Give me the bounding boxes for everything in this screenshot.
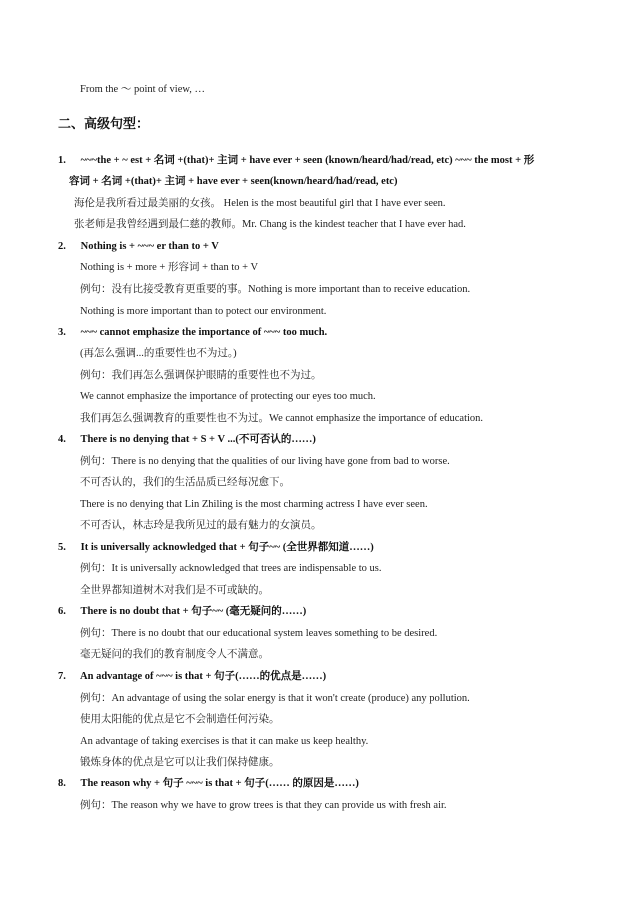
pattern-text: Nothing is + ~~~ er than to + V bbox=[80, 241, 219, 252]
pattern-text: There is no doubt that + 句子~~ (毫无疑问的……) bbox=[80, 606, 307, 617]
item-number: 6. bbox=[58, 606, 66, 617]
pattern-text: An advantage of ~~~ is that + 句子(……的优点是……) bbox=[80, 671, 327, 682]
example-line: 例句：我们再怎么强调保护眼睛的重要性也不为过。 bbox=[80, 370, 322, 381]
example-line: (再怎么强调...的重要性也不为过。) bbox=[80, 348, 237, 359]
item-number: 8. bbox=[58, 778, 66, 789]
example-line: 例句：There is no denying that the qualities of our living have gone from bad to worse. bbox=[80, 456, 450, 467]
item-number: 2. bbox=[58, 241, 66, 252]
item-number: 3. bbox=[58, 327, 66, 338]
example-line: 不可否认，林志玲是我所见过的最有魅力的女演员。 bbox=[80, 520, 322, 531]
example-line: 例句：没有比接受教育更重要的事。Nothing is more important than to receive education. bbox=[80, 284, 471, 295]
pattern-heading-5 bbox=[58, 537, 588, 558]
item-number: 4. bbox=[58, 434, 66, 445]
intro-phrase: From the ～ point of view, … bbox=[80, 84, 206, 95]
example-line: 例句：An advantage of using the solar energy is that it won't create (produce) any pollution. bbox=[80, 693, 470, 704]
example-line: Nothing is + more + 形容词 + than to + V bbox=[80, 262, 259, 273]
pattern-text-continued: 容词 + 名词 +(that)+ 主词 + have ever + seen(known/heard/had/read, etc) bbox=[69, 176, 398, 187]
pattern-text: The reason why + 句子 ~~~ is that + 句子(…… 的原因是……) bbox=[80, 778, 359, 789]
item-number: 1. bbox=[58, 155, 66, 166]
example-line: We cannot emphasize the importance of protecting our eyes too much. bbox=[80, 391, 376, 402]
example-line: 全世界都知道树木对我们是不可或缺的。 bbox=[80, 585, 269, 596]
pattern-text: ~~~ cannot emphasize the importance of ~~~ too much. bbox=[80, 327, 328, 338]
example-line: 毫无疑问的我们的教育制度令人不满意。 bbox=[80, 649, 269, 660]
pattern-text: ~~~the + ~ est + 名词 +(that)+ 主词 + have ever + seen (known/heard/had/read, etc) ~~~ the most + 形 bbox=[80, 155, 535, 166]
example-line: 海伦是我所看过最美丽的女孩。 Helen is the most beautiful girl that I have ever seen. bbox=[74, 198, 446, 209]
example-line: 例句：The reason why we have to grow trees is that they can provide us with fresh air. bbox=[80, 800, 447, 811]
pattern-heading-2 bbox=[58, 236, 588, 257]
section-title: 二、高级句型： bbox=[58, 117, 150, 132]
example-line: There is no denying that Lin Zhiling is the most charming actress I have ever seen. bbox=[80, 499, 428, 510]
pattern-heading-4 bbox=[58, 429, 588, 450]
example-line: 不可否认的，我们的生活品质已经每况愈下。 bbox=[80, 477, 290, 488]
pattern-heading-1 bbox=[58, 150, 588, 192]
item-number: 7. bbox=[58, 671, 66, 682]
example-line: 例句：There is no doubt that our educational system leaves something to be desired. bbox=[80, 628, 438, 639]
pattern-text: There is no denying that + S + V ...(不可否认的……) bbox=[80, 434, 316, 445]
example-line: 使用太阳能的优点是它不会制造任何污染。 bbox=[80, 714, 280, 725]
pattern-heading-3 bbox=[58, 322, 588, 343]
example-line: 张老师是我曾经遇到最仁慈的教师。Mr. Chang is the kindest teacher that I have ever had. bbox=[74, 219, 466, 230]
pattern-heading-7 bbox=[58, 666, 588, 687]
example-line: 我们再怎么强调教育的重要性也不为过。We cannot emphasize the importance of education. bbox=[80, 413, 484, 424]
pattern-heading-6 bbox=[58, 601, 588, 622]
example-line: An advantage of taking exercises is that it can make us keep healthy. bbox=[80, 736, 369, 747]
example-line: Nothing is more important than to potect our environment. bbox=[80, 306, 327, 317]
example-line: 锻炼身体的优点是它可以让我们保持健康。 bbox=[80, 757, 280, 768]
pattern-heading-8 bbox=[58, 773, 588, 794]
item-number: 5. bbox=[58, 542, 66, 553]
pattern-text: It is universally acknowledged that + 句子~~ (全世界都知道……) bbox=[80, 542, 374, 553]
example-line: 例句：It is universally acknowledged that trees are indispensable to us. bbox=[80, 563, 382, 574]
